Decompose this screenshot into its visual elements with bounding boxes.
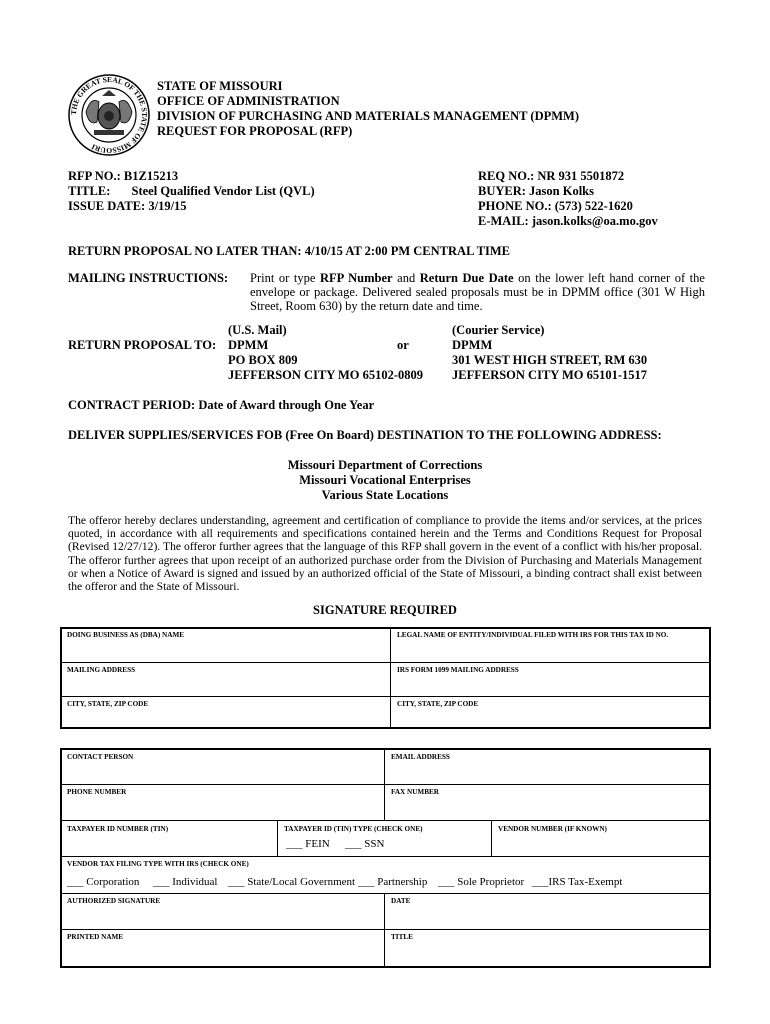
header-division: DIVISION OF PURCHASING AND MATERIALS MANAGEMENT (DPMM) bbox=[157, 109, 579, 123]
mailing-instructions-text bbox=[250, 271, 705, 313]
buyer-phone: PHONE NO.: (573) 522-1620 bbox=[478, 199, 633, 213]
mailing-part1: Print or type bbox=[250, 271, 320, 285]
rfp-info bbox=[68, 169, 315, 214]
courier-address bbox=[452, 323, 647, 383]
deliver-instructions: DELIVER SUPPLIES/SERVICES FOB (Free On Board) DESTINATION TO THE FOLLOWING ADDRESS: bbox=[68, 428, 662, 442]
header-doc-type: REQUEST FOR PROPOSAL (RFP) bbox=[157, 124, 353, 138]
signature-required-heading: SIGNATURE REQUIRED bbox=[313, 603, 457, 617]
dba-name-field[interactable]: DOING BUSINESS AS (DBA) NAME bbox=[67, 631, 185, 639]
mailing-bold-rfp-number: RFP Number bbox=[319, 271, 393, 285]
mailing-instructions-label: MAILING INSTRUCTIONS: bbox=[68, 271, 229, 285]
seal-ring-text: THE GREAT SEAL OF THE STATE OF MISSOURI bbox=[68, 74, 150, 156]
mailing-address-field[interactable]: MAILING ADDRESS bbox=[67, 666, 136, 674]
courier-line: 301 WEST HIGH STREET, RM 630 bbox=[452, 353, 648, 367]
state-seal-graphic bbox=[68, 74, 150, 156]
us-mail-address bbox=[228, 323, 423, 383]
filing-option-individual[interactable]: ___ Individual bbox=[153, 876, 218, 888]
email-address-field[interactable]: EMAIL ADDRESS bbox=[391, 753, 450, 761]
destination-line: Various State Locations bbox=[321, 488, 449, 502]
buyer-info bbox=[478, 169, 658, 229]
header-office: OFFICE OF ADMINISTRATION bbox=[157, 94, 340, 108]
courier-line: DPMM bbox=[452, 338, 493, 352]
legal-name-field[interactable]: LEGAL NAME OF ENTITY/INDIVIDUAL FILED WITH IRS FOR THIS TAX ID NO. bbox=[397, 631, 669, 639]
rfp-title-value: Steel Qualified Vendor List (QVL) bbox=[131, 184, 315, 198]
fein-checkbox[interactable]: ___ FEIN bbox=[286, 838, 330, 850]
city-state-zip-field[interactable]: CITY, STATE, ZIP CODE bbox=[67, 700, 149, 708]
rfp-issue-date: ISSUE DATE: 3/19/15 bbox=[68, 199, 187, 213]
header-state: STATE OF MISSOURI bbox=[157, 79, 283, 93]
destination-line: Missouri Vocational Enterprises bbox=[299, 473, 471, 487]
courier-line: (Courier Service) bbox=[452, 323, 545, 337]
vendor-name-form bbox=[60, 627, 711, 729]
printed-name-field[interactable]: PRINTED NAME bbox=[67, 933, 124, 941]
irs-1099-address-field[interactable]: IRS FORM 1099 MAILING ADDRESS bbox=[397, 666, 519, 674]
return-deadline: RETURN PROPOSAL NO LATER THAN: 4/10/15 AT 2:00 PM CENTRAL TIME bbox=[68, 244, 510, 258]
return-to-label: RETURN PROPOSAL TO: bbox=[68, 338, 217, 352]
agency-header bbox=[157, 79, 579, 139]
filing-option-irs-tax-exempt[interactable]: ___IRS Tax-Exempt bbox=[532, 876, 623, 888]
us-mail-line: DPMM bbox=[228, 338, 269, 352]
offeror-declaration: The offeror hereby declares understanding, agreement and certification of compliance to provide the items and/or services, at the prices quoted, in accordance with all requirements and specifications contained herein and the Terms and Conditions Request for Proposal (Revised 12/27/12). The offeror further agrees that the language of this RFP shall govern in the event of a conflict with his/her proposal. The offeror further agrees that upon receipt of an authorized purchase order from the Division of Purchasing and Materials Management or when a Notice of Award is signed and issued by an authorized official of the State of Missouri, a binding contract shall exist between the offeror and the State of Missouri. bbox=[68, 514, 702, 594]
fax-number-field[interactable]: FAX NUMBER bbox=[391, 788, 439, 796]
destination-address bbox=[68, 458, 702, 503]
rfp-number: RFP NO.: B1Z15213 bbox=[68, 169, 179, 183]
rfp-title-label: TITLE: bbox=[68, 184, 111, 198]
or-separator: or bbox=[397, 338, 409, 352]
state-seal bbox=[68, 74, 150, 156]
title-field[interactable]: TITLE bbox=[391, 933, 413, 941]
mailing-part2: and bbox=[392, 271, 420, 285]
phone-number-field[interactable]: PHONE NUMBER bbox=[67, 788, 127, 796]
vendor-number-field[interactable]: VENDOR NUMBER (IF KNOWN) bbox=[498, 825, 607, 833]
mailing-part3: on the lower left hand corner of the envelope or package. Delivered sealed proposals must be in DPMM office (301 W High Street, Room 630) by the return date and time. bbox=[250, 271, 705, 313]
irs-city-state-zip-field[interactable]: CITY, STATE, ZIP CODE bbox=[397, 700, 479, 708]
us-mail-line: JEFFERSON CITY MO 65102-0809 bbox=[228, 368, 424, 382]
tin-type-label: TAXPAYER ID (TIN) TYPE (CHECK ONE) bbox=[284, 825, 423, 833]
tin-field[interactable]: TAXPAYER ID NUMBER (TIN) bbox=[67, 825, 169, 833]
req-number: REQ NO.: NR 931 5501872 bbox=[478, 169, 625, 183]
filing-option-sole-proprietor[interactable]: ___ Sole Proprietor bbox=[438, 876, 525, 888]
us-mail-line: PO BOX 809 bbox=[228, 353, 298, 367]
courier-line: JEFFERSON CITY MO 65101-1517 bbox=[452, 368, 648, 382]
buyer-name: BUYER: Jason Kolks bbox=[478, 184, 594, 198]
date-field[interactable]: DATE bbox=[391, 897, 411, 905]
rfp-title bbox=[68, 184, 315, 199]
filing-type-label: VENDOR TAX FILING TYPE WITH IRS (CHECK ONE) bbox=[67, 860, 249, 868]
authorized-signature-field[interactable]: AUTHORIZED SIGNATURE bbox=[67, 897, 161, 905]
vendor-contact-form bbox=[60, 748, 711, 968]
contract-period: CONTRACT PERIOD: Date of Award through One Year bbox=[68, 398, 375, 412]
filing-option-partnership[interactable]: ___ Partnership bbox=[358, 876, 428, 888]
us-mail-line: (U.S. Mail) bbox=[228, 323, 287, 337]
contact-person-field[interactable]: CONTACT PERSON bbox=[67, 753, 134, 761]
filing-option-corporation[interactable]: ___ Corporation bbox=[67, 876, 140, 888]
ssn-checkbox[interactable]: ___ SSN bbox=[345, 838, 385, 850]
mailing-bold-return-date: Return Due Date bbox=[419, 271, 514, 285]
destination-line: Missouri Department of Corrections bbox=[287, 458, 483, 472]
filing-option-state-local-government[interactable]: ___ State/Local Government bbox=[228, 876, 356, 888]
buyer-email: E-MAIL: jason.kolks@oa.mo.gov bbox=[478, 214, 658, 228]
